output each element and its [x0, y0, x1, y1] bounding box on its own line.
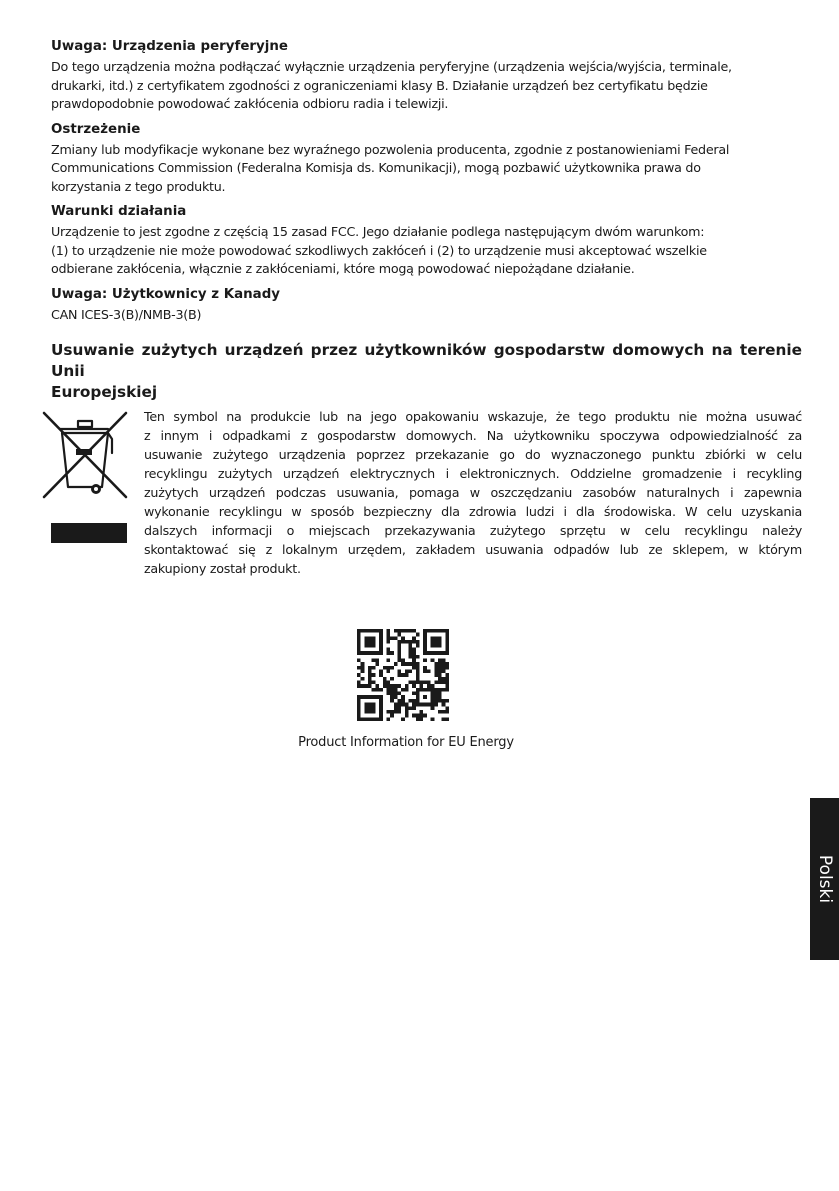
- qr-code[interactable]: [357, 629, 449, 721]
- paragraph-line: recyklingu zużytych urządzeń elektrycznych i elektronicznych. Oddzielne gromadzenie i recykling: [144, 466, 802, 481]
- section-heading: Uwaga: Użytkownicy z Kanady: [51, 286, 281, 302]
- paragraph-line: korzystania z tego produktu.: [51, 178, 226, 194]
- paragraph-line: zakupiony został produkt.: [144, 561, 301, 576]
- language-tab: [810, 798, 839, 960]
- disposal-paragraph: [144, 407, 802, 578]
- paragraph-line: skontaktować się z lokalnym urzędem, zakładem usuwania odpadów lub ze sklepem, w którym: [144, 542, 802, 557]
- section-heading: Ostrzeżenie: [51, 121, 141, 137]
- paragraph-line: CAN ICES-3(B)/NMB-3(B): [51, 306, 202, 322]
- document-body: [51, 38, 802, 580]
- section-paragraph: [51, 306, 802, 325]
- section-peripherals: [51, 38, 802, 114]
- section-heading: Warunki działania: [51, 204, 187, 219]
- paragraph-line: z innym i odpadkami z gospodarstw domowych. Na użytkowniku spoczywa odpowiedzialność za: [144, 428, 802, 443]
- section-paragraph: [51, 223, 802, 279]
- paragraph-line: dalszych informacji o miejscach przekazywania zużytego sprzętu w celu recyklingu należy: [144, 523, 802, 538]
- qr-code-icon: [357, 629, 449, 721]
- section-warning: [51, 121, 802, 197]
- paragraph-line: Ten symbol na produkcie lub na jego opakowaniu wskazuje, że tego produktu nie można usuwać: [144, 409, 802, 424]
- section-canada: [51, 286, 802, 325]
- disposal-block: [51, 405, 802, 580]
- crossed-out-wheelie-bin-icon: [38, 409, 132, 501]
- paragraph-line: (1) to urządzenie nie może powodować szkodliwych zakłóceń i (2) to urządzenie musi akceptować wszelkie: [51, 242, 707, 258]
- qr-caption: Product Information for EU Energy: [298, 735, 514, 750]
- paragraph-line: prawdopodobnie powodować zakłócenia odbioru radia i telewizji.: [51, 96, 449, 111]
- paragraph-line: wykonanie recyklingu w sposób bezpieczny dla zdrowia ludzi i dla środowiska. W celu uzyskania: [144, 504, 802, 519]
- disposal-heading: [51, 340, 802, 403]
- language-tab-label: Polski: [814, 854, 835, 904]
- section-paragraph: [51, 141, 802, 197]
- paragraph-line: zużytych urządzeń podczas usuwania, pomaga w oszczędzaniu zasobów naturalnych i zapewnia: [144, 485, 802, 500]
- disposal-heading-line: Europejskiej: [51, 383, 158, 401]
- paragraph-line: usuwanie zużytego urządzenia poprzez przekazanie go do wyznaczonego punktu zbiórki w celu: [144, 447, 802, 462]
- separate-collection-bar: [51, 523, 127, 543]
- section-paragraph: [51, 58, 802, 114]
- paragraph-line: Urządzenie to jest zgodne z częścią 15 zasad FCC. Jego działanie podlega następującym dwóm warunkom:: [51, 224, 705, 239]
- paragraph-line: drukarki, itd.) z certyfikatem zgodności z ograniczeniami klasy B. Działanie urządzeń bez certyfikatu będzie: [51, 77, 708, 93]
- paragraph-line: Communications Commission (Federalna Komisja ds. Komunikacji), mogą pozbawić użytkownika prawa do: [51, 160, 701, 175]
- section-operating-conditions: [51, 203, 802, 279]
- paragraph-line: Do tego urządzenia można podłączać wyłącznie urządzenia peryferyjne (urządzenia wejścia/wyjścia, terminale,: [51, 59, 732, 74]
- section-eu-disposal: [51, 340, 802, 580]
- disposal-heading-line: Usuwanie zużytych urządzeń przez użytkowników gospodarstw domowych na terenie Unii: [51, 341, 802, 380]
- paragraph-line: odbierane zakłócenia, włącznie z zakłóceniami, które mogą powodować niepożądane działanie.: [51, 261, 635, 276]
- section-heading: Uwaga: Urządzenia peryferyjne: [51, 39, 288, 54]
- paragraph-line: Zmiany lub modyfikacje wykonane bez wyraźnego pozwolenia producenta, zgodnie z postanowieniami Federal: [51, 141, 730, 157]
